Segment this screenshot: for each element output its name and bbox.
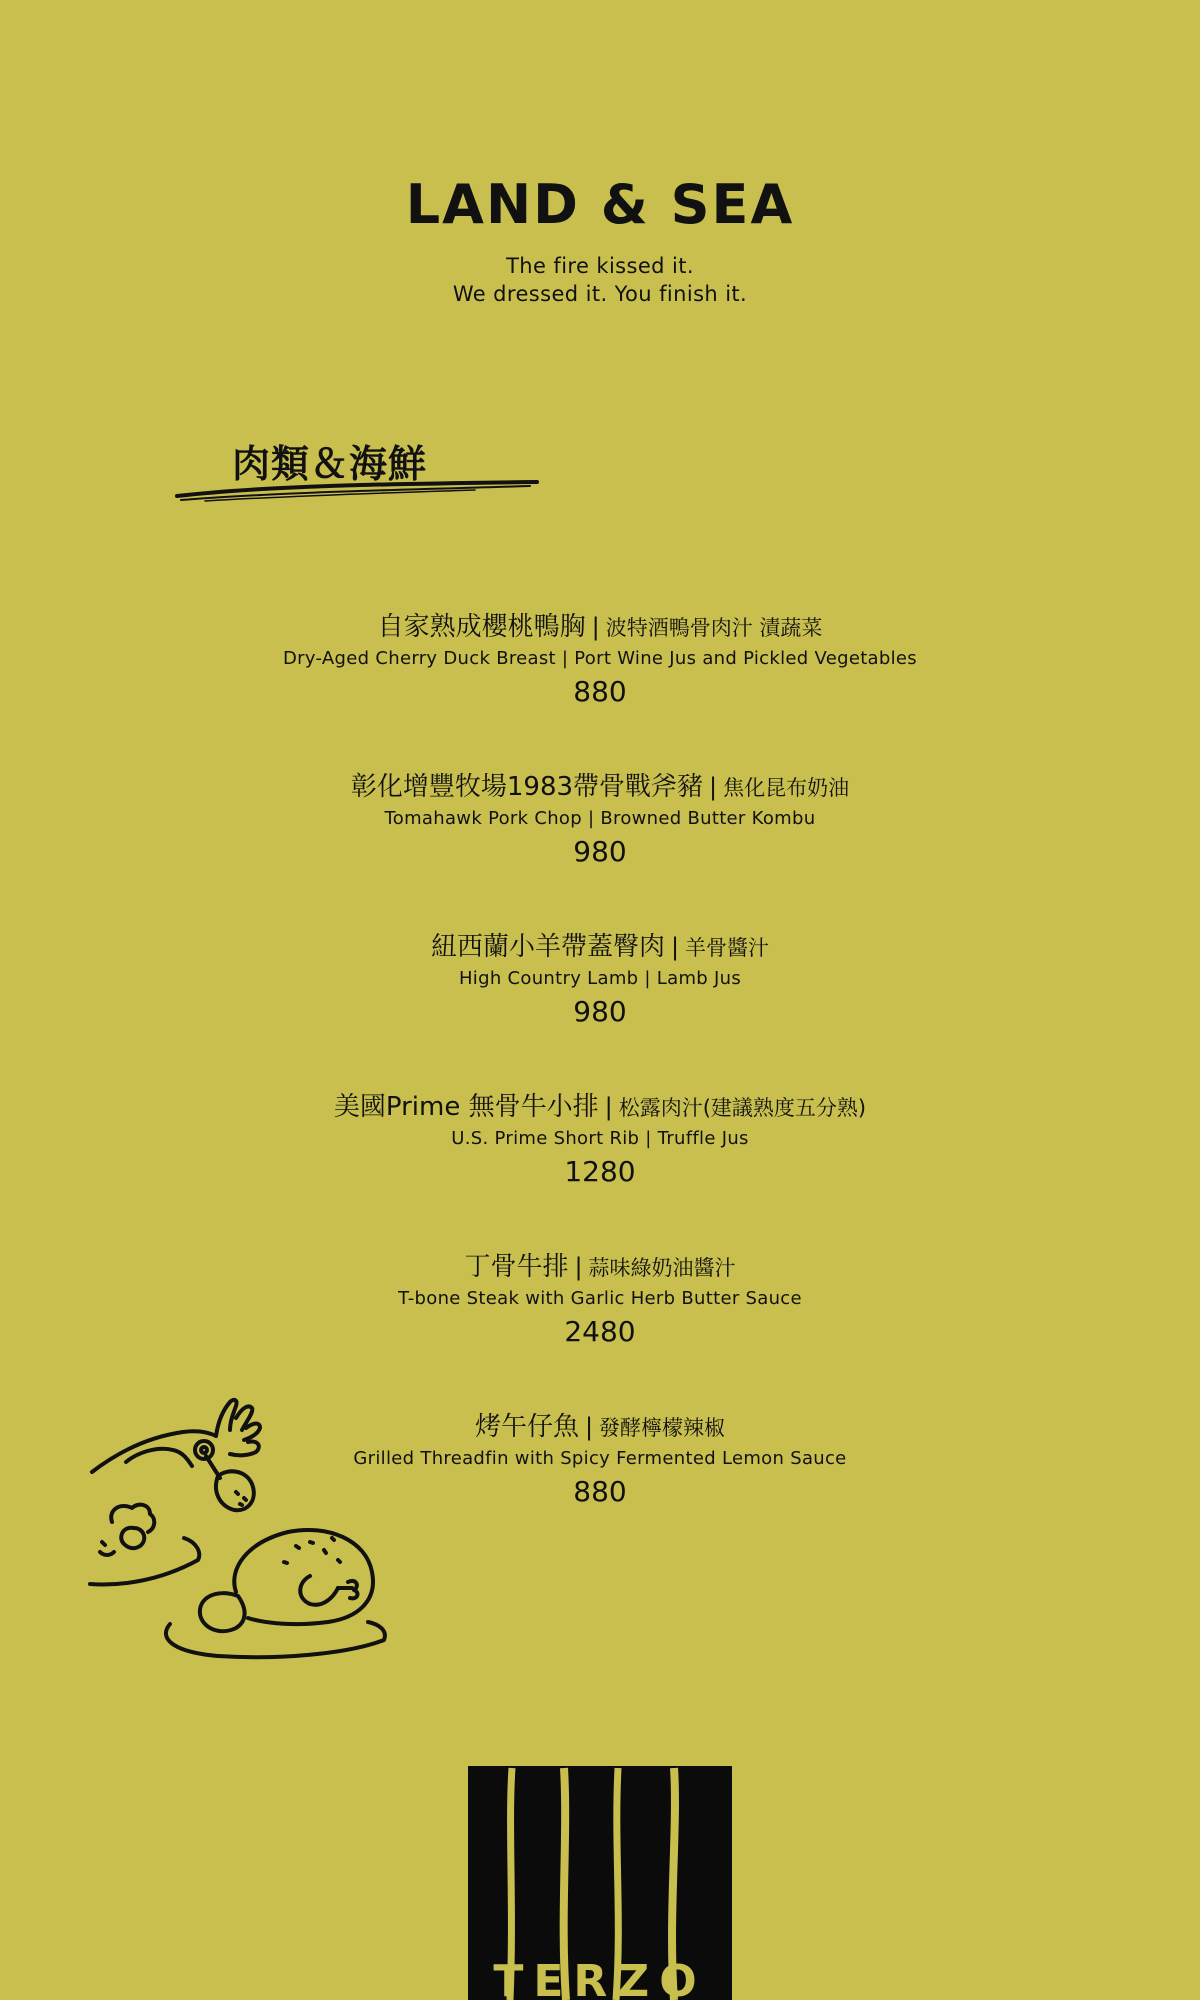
section-title: 肉類＆海鮮 (232, 442, 428, 486)
menu-item-sauce-cn: 焦化昆布奶油 (723, 776, 850, 800)
separator: | (670, 933, 680, 961)
separator: | (709, 773, 718, 801)
menu-header (0, 173, 1200, 308)
separator: | (584, 1413, 594, 1441)
menu-item-name-en: U.S. Prime Short Rib | Truffle Jus (451, 1128, 749, 1149)
hand-with-roast-chicken-icon (88, 1392, 388, 1662)
separator: | (574, 1253, 583, 1281)
menu-item-name-cn: 自家熟成櫻桃鴨胸 (377, 612, 586, 642)
separator: | (604, 1093, 613, 1121)
menu-item-name-cn: 烤午仔魚 (474, 1412, 579, 1442)
menu-item (0, 928, 1200, 1088)
section-heading (175, 440, 555, 510)
menu-title: LAND & SEA (405, 173, 795, 236)
menu-item-price: 2480 (564, 1315, 636, 1348)
menu-item-sauce-cn: 波特酒鴨骨肉汁 漬蔬菜 (605, 616, 823, 640)
menu-item-chinese (0, 608, 1200, 646)
menu-item-chinese (0, 1248, 1200, 1286)
menu-item-name-cn: 美國Prime 無骨牛小排 (333, 1092, 599, 1122)
menu-item-chinese (0, 1088, 1200, 1126)
menu-item-price: 1280 (564, 1155, 636, 1188)
menu-item-name-en: Dry-Aged Cherry Duck Breast | Port Wine Jus and Pickled Vegetables (283, 648, 917, 669)
menu-item (0, 768, 1200, 928)
menu-item-sauce-cn: 蒜味綠奶油醬汁 (588, 1256, 736, 1280)
menu-item-name-en: Grilled Threadfin with Spicy Fermented Lemon Sauce (353, 1448, 847, 1469)
menu-item-name-en: High Country Lamb | Lamb Jus (458, 968, 742, 989)
menu-item-price: 880 (573, 1475, 627, 1508)
menu-item-sauce-cn: 發酵檸檬辣椒 (599, 1416, 726, 1440)
menu-subtitle (0, 252, 1200, 308)
menu-item-name-en: Tomahawk Pork Chop | Browned Butter Kombu (384, 808, 816, 829)
menu-item-price: 980 (573, 995, 627, 1028)
menu-item-price: 880 (573, 675, 627, 708)
subtitle-line-1: The fire kissed it. (506, 254, 694, 278)
menu-item-sauce-cn: 羊骨醬汁 (685, 936, 770, 960)
menu-item-sauce-cn: 松露肉汁(建議熟度五分熟) (618, 1096, 867, 1120)
terzo-logo (468, 1766, 732, 2000)
subtitle-line-2: We dressed it. You finish it. (452, 282, 748, 306)
menu-item (0, 608, 1200, 768)
menu-item (0, 1248, 1200, 1408)
menu-item (0, 1088, 1200, 1248)
menu-item-chinese (0, 768, 1200, 806)
menu-item-name-cn: 彰化增豐牧場1983帶骨戰斧豬 (350, 772, 704, 802)
logo-wordmark: TERZO (493, 1956, 707, 2000)
separator: | (591, 613, 600, 641)
menu-item-name-cn: 紐西蘭小羊帶蓋臀肉 (430, 932, 665, 962)
menu-item-name-en: T-bone Steak with Garlic Herb Butter Sauce (398, 1288, 802, 1309)
menu-item-name-cn: 丁骨牛排 (464, 1252, 569, 1282)
menu-item-chinese (0, 928, 1200, 966)
menu-item-price: 980 (573, 835, 627, 868)
